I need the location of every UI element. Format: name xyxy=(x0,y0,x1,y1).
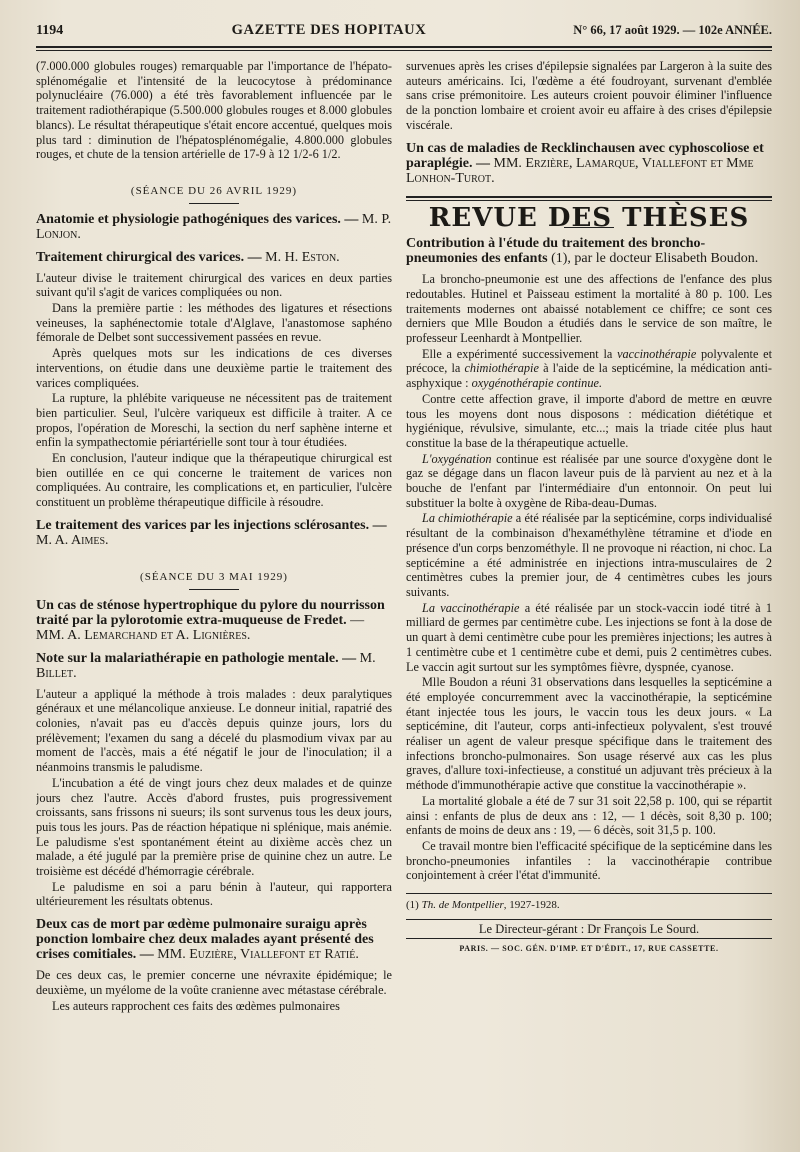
article-heading xyxy=(36,651,392,681)
paragraph: L'auteur divise le traitement chirurgical des varices en deux parties suivant qu'il s'agit de varices compliquées ou non. xyxy=(36,270,392,300)
article-author: MM. Erzière, Lamarque, Viallefont et Mme Lonhon-Turot. xyxy=(406,155,754,186)
left-column xyxy=(36,59,392,1123)
thesis-heading xyxy=(406,236,772,266)
journal-title: GAZETTE DES HOPITAUX xyxy=(231,22,427,38)
session-heading: (SÉANCE DU 26 AVRIL 1929) xyxy=(130,184,298,197)
imprint xyxy=(406,919,772,957)
divider xyxy=(189,589,239,590)
right-column xyxy=(406,59,772,1123)
printer-line: PARIS. — SOC. GÉN. D'IMP. ET D'ÉDIT., 17, RUE CASSETTE. xyxy=(459,944,719,954)
paragraph: La mortalité globale a été de 7 sur 31 soit 22,58 p. 100, qui se répartit ainsi : enfants de plus de deux ans : 12, — 1 décès, soit 8,30 p. 100; enfants de moins de deux ans : 19, — 6 décès, soit 31,5 p. 100. xyxy=(406,793,772,838)
article-heading xyxy=(36,212,392,242)
paragraph: Elle a expérimenté successivement la vaccinothérapie polyvalente et précoce, la chimiothérapie à l'aide de la septicémine, la médication anti-asphyxique : oxygénothérapie continue. xyxy=(406,346,772,391)
paragraph: Les auteurs rapprochent ces faits des œdèmes pulmonaires xyxy=(52,998,340,1013)
page-header xyxy=(36,22,772,44)
paragraph: En conclusion, l'auteur indique que la thérapeutique chirurgical est bien outillée en ce qui concerne le traitement de varices non compliquées. Au contraire, les complications et, en particulier, l'ulcère constituent un problème thérapeutique difficile à résoudre. xyxy=(36,451,392,510)
article-title: Anatomie et physiologie pathogéniques des varices. — xyxy=(36,211,359,227)
page-number: 1194 xyxy=(36,23,64,38)
paragraph: La broncho-pneumonie est une des affections de l'enfance des plus redoutables. Hutinel et Paisseau estiment la mortalité à 80 p. 100. Les traitements modernes ont abaissé notablement ce chiffre; ce sont ces derniers que Mlle Boudon a étudiés dans le service de son maître, le professeur Leenhardt à Montpellier. xyxy=(406,272,772,346)
article-author: M. Billet. xyxy=(36,650,376,681)
divider xyxy=(189,203,239,204)
article-author: MM. Euzière, Viallefont et Ratié. xyxy=(157,947,359,963)
section-title: REVUE DES THÈSES xyxy=(428,202,750,233)
paragraph: Le paludisme en soi a paru bénin à l'auteur, qui rapportera ultérieurement les résultats obtenus. xyxy=(36,879,392,909)
director-line: Le Directeur-gérant : Dr François Le Sourd. xyxy=(406,919,772,940)
article-heading xyxy=(406,141,772,186)
article-title: Traitement chirurgical des varices. — xyxy=(36,249,262,265)
paragraph: La chimiothérapie a été réalisée par la septicémine, corps individualisé résultant de la combinaison d'hexaméthylène tétramine et d'iode en présence d'un corps benzométhyle. Il ne provoque ni réaction, ni choc. La septicémine a été administrée en injections intra-musculaires de 2 centimètres cubes la premier jour, de 4 centimètres cubes les jours suivants. xyxy=(406,511,772,599)
issue-info: N° 66, 17 août 1929. — 102e ANNÉE. xyxy=(573,23,772,37)
article-heading xyxy=(36,598,392,643)
article-heading xyxy=(36,917,392,962)
paragraph: survenues après les crises d'épilepsie signalées par Largeron à la suite des auteurs américains. Ici, l'œdème a été foudroyant, survenant d'emblée sans crise prémonitoire. Les auteurs croient pouvoir éliminer l'influence de la ponction lombaire et croient avoir eu affaire à des crises d'épilepsie viscérale. xyxy=(406,59,772,132)
section-rule xyxy=(406,196,772,201)
article-heading xyxy=(36,250,392,265)
paragraph: Après quelques mots sur les indications de ces diverses interventions, on étudie dans une deuxième partie le traitement des varices compliquées. xyxy=(36,346,392,390)
article-title: Note sur la malariathérapie en pathologie mentale. — xyxy=(36,650,357,666)
paragraph: L'auteur a appliqué la méthode à trois malades : deux paralytiques généraux et une mélancolique anxieuse. Le donneur initial, rapatrié des colonies, n'avait pas eu d'accès depuis quinze jours, lors du prélèvement; l'examen du sang a décelé du plasmodium vivax par au moment de l'accès, mais a été négatif le jour de l'inoculation; il a néanmoins transmis le paludisme. xyxy=(36,686,392,775)
article-author: M. H. Eston. xyxy=(265,249,340,265)
article-author: M. A. Aimes. xyxy=(36,532,109,548)
thesis-author: (1), par le docteur Elisabeth Boudon. xyxy=(551,251,759,267)
paragraph: La rupture, la phlébite variqueuse ne nécessitent pas de traitement bien particulier. Seul, l'ulcère variqueux est difficile à traiter. A ce propos, l'opération de Moreschi, la section du nerf saphène interne et enfin la sympathectomie périartérielle sont tour à tour étudiées. xyxy=(36,391,392,450)
header-rule xyxy=(36,46,772,51)
session-heading: (SÉANCE DU 3 MAI 1929) xyxy=(140,570,288,583)
article-author: — MM. A. Lemarchand et A. Lignières. xyxy=(36,612,365,643)
paragraph: Ce travail montre bien l'efficacité spécifique de la septicémine dans les broncho-pneumonies infantiles : la vaccinothérapie contribue conjointement à créer l'état d'immunité. xyxy=(406,838,772,883)
article-title: Le traitement des varices par les injections sclérosantes. — xyxy=(36,517,387,533)
paragraph: La vaccinothérapie a été réalisée par un stock-vaccin iodé titré à 1 milliard de germes par centimètre cube. Les injections se font à la dose de un quart à demi centimètre cube pour les premières injections; les autres à 1 centimètre cube et 1 centimètre cube et demi, puis 2 centimètres cubes. Le vaccin agit surtout sur les symptômes fièvre, dyspnée, cyanose. xyxy=(406,600,772,674)
thesis-title: Contribution à l'étude du traitement des broncho-pneumonies des enfants xyxy=(406,236,706,267)
article-title: Deux cas de mort par œdème pulmonaire suraigu après ponction lombaire chez deux malades ayant présenté des crises comitiales. — xyxy=(36,917,374,963)
article-author: M. P. Lonjon. xyxy=(36,211,392,242)
paragraph: L'oxygénation continue est réalisée par une source d'oxygène dont le gaz se dégage dans un flacon laveur puis de là parvient au nez et à la bouche de l'enfant par l'intermédiaire d'un entonnoir. On peut lui substituer la bolte à oxygène de Riba-deau-Dumas. xyxy=(406,451,772,510)
paragraph: Mlle Boudon a réuni 31 observations dans lesquelles la septicémine a été employée concurremment avec la vaccinothérapie, la septicémine étant injectée tous les jours, le vaccin tous les deux jours. « La septicémine, dit l'auteur, corps anti-infectieux polyvalent, s'est trouvé réaliser un agent de valeur presque spécifique dans le traitement des infections broncho-pulmonaires. Son usage réservé aux cas les plus graves, d'allure toxi-infectieuse, a constitué un adjuvant très précieux à la méthode d'immunothérapie active que constitue la vaccinothérapie ». xyxy=(406,675,772,793)
paragraph: L'incubation a été de vingt jours chez deux malades et de quinze jours chez l'autre. Accès d'abord frustes, puis progressivement croissants, sans frissons ni sueurs; ils sont survenus tous les deux jours, puis tous les jours. Pas de réaction hépatique ni splénique, mais anémie. Le paludisme s'est spontanément éteint au dixième accès chez un malade, a été jugulé par la première prise de quinine chez un autre. Le troisième est décédé d'hémorragie cérébrale. xyxy=(36,775,392,879)
footnote-rule xyxy=(406,893,772,894)
columns xyxy=(36,59,772,1123)
paragraph: De ces deux cas, le premier concerne une névraxite épidémique; le deuxième, un myélome de la voûte cranienne avec métastase cérébrale. xyxy=(36,968,392,997)
article-title: Un cas de maladies de Recklinchausen avec cyphoscoliose et paraplégie. — xyxy=(406,140,764,171)
paragraph: (7.000.000 globules rouges) remarquable par l'importance de l'hépato-splénomégalie et l'intensité de la leucocytose à prédominance polynucléaire (76.000) a été très favorablement influencée par le traitement radiothérapique (5.500.000 globules rouges et 8.000 globules blancs). Le résultat thérapeutique s'était encore accentué, quelques mois plus tard : diminution de l'hépatosplénomégalie, 4.800.000 globules rouges, et chute de la tension artérielle de 17-9 à 12 1/2-6 1/2. xyxy=(36,59,392,162)
paragraph: Dans la première partie : les méthodes des ligatures et résections veineuses, la saphénectomie totale d'Alglave, l'anastomose saphéno fémorale de Delbet sont successivement passées en revue. xyxy=(36,301,392,345)
paragraph: Contre cette affection grave, il importe d'abord de mettre en œuvre tous les moyens dont nous disposons : médication diététique et hygiénique, révulsive, simulante, etc...; mais la triade citée plus haut constitue la base de la thérapeutique actuelle. xyxy=(406,391,772,450)
footnote: (1) Th. de Montpellier, 1927-1928. xyxy=(406,899,560,912)
article-heading xyxy=(36,518,392,548)
article-title: Un cas de sténose hypertrophique du pylore du nourrisson traité par la pylorotomie extra-muqueuse de Fredet. xyxy=(36,597,385,628)
